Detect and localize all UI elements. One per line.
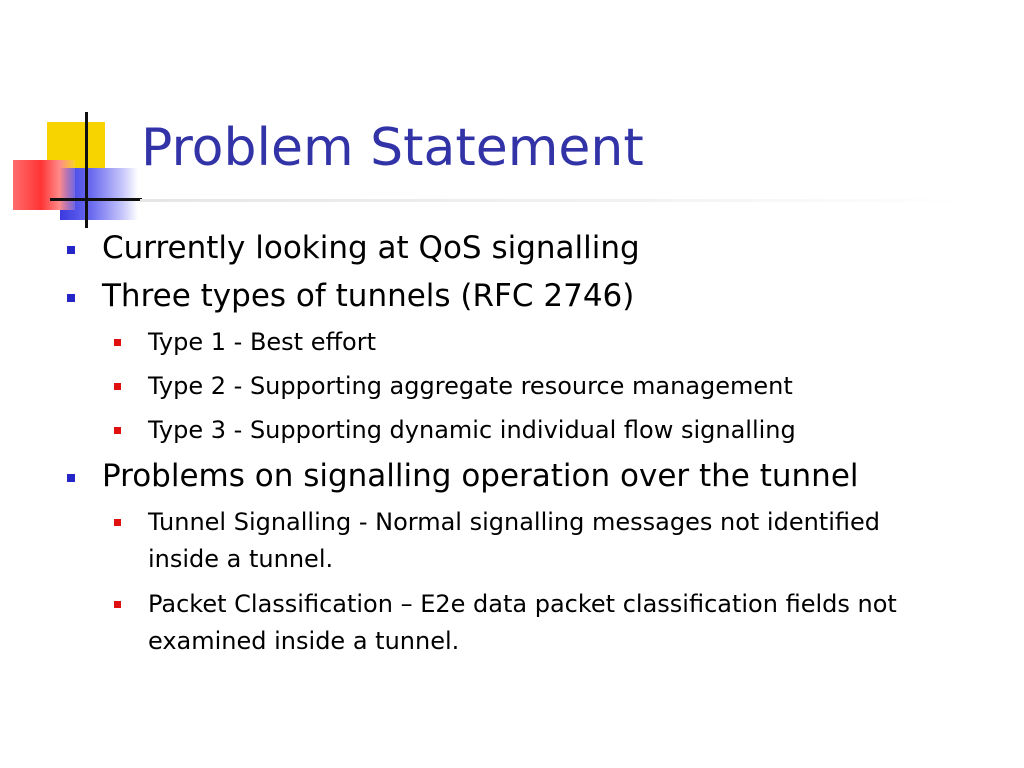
logo-horizontal-line xyxy=(50,198,142,201)
sub-list-item xyxy=(62,586,948,660)
list-item-text: Tunnel Signalling - Normal signalling messages not identified inside a tunnel. xyxy=(148,508,880,573)
bullet-square-icon xyxy=(67,474,75,482)
list-item-text: Type 1 - Best effort xyxy=(148,328,376,356)
bullet-square-icon xyxy=(67,294,75,302)
list-item xyxy=(62,276,1002,316)
list-item-text: Type 2 - Supporting aggregate resource management xyxy=(148,372,793,400)
list-item-text: Packet Classification – E2e data packet classification fields not examined inside a tunnel. xyxy=(148,590,897,655)
list-item-text: Type 3 - Supporting dynamic individual flow signalling xyxy=(148,416,796,444)
sub-list-item xyxy=(62,324,1002,360)
bullet-square-icon xyxy=(114,601,121,608)
bullet-square-icon xyxy=(67,246,75,254)
sub-list-item xyxy=(62,412,1002,448)
bullet-square-icon xyxy=(114,519,121,526)
logo-vertical-line xyxy=(85,112,88,228)
bullet-list xyxy=(62,228,1002,668)
title-divider xyxy=(140,199,970,202)
bullet-square-icon xyxy=(114,339,121,346)
list-item-text: Problems on signalling operation over the tunnel xyxy=(102,458,859,494)
bullet-square-icon xyxy=(114,427,121,434)
list-item xyxy=(62,456,1002,496)
sub-list-item xyxy=(62,504,948,578)
slide-logo xyxy=(0,0,160,240)
logo-red-square xyxy=(13,160,75,210)
list-item-text: Three types of tunnels (RFC 2746) xyxy=(102,278,635,314)
slide-title: Problem Statement xyxy=(141,118,644,178)
sub-list-item xyxy=(62,368,1002,404)
list-item-text: Currently looking at QoS signalling xyxy=(102,230,640,266)
list-item xyxy=(62,228,1002,268)
bullet-square-icon xyxy=(114,383,121,390)
